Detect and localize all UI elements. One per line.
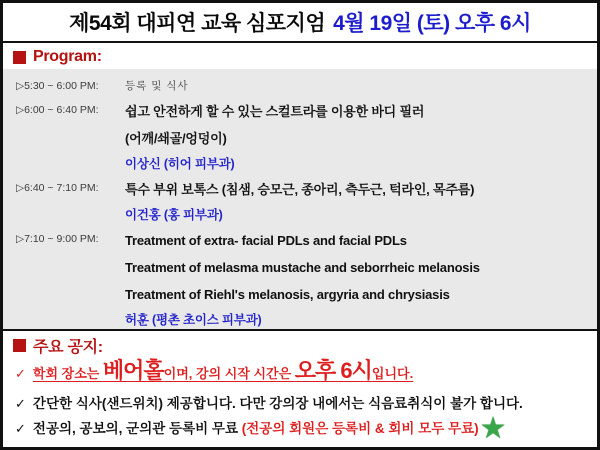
session-speaker: 허훈 (평촌 초이스 피부과) <box>125 313 262 327</box>
session-title-line: 쉽고 안전하게 할 수 있는 스컬트라를 이용한 바디 필러 <box>125 104 425 119</box>
session-time: ▷7:10 ~ 9:00 PM: <box>16 233 99 245</box>
notice-fee-black-seg: 전공의, 공보의, 군의관 등록비 무료 <box>32 421 242 436</box>
program-session-row <box>3 98 597 176</box>
checkmark-icon: ✓ <box>15 421 26 436</box>
session-title-line: Treatment of extra- facial PDLs and facial PDLs <box>125 233 407 248</box>
session-speaker: 이상신 (히어 피부과) <box>125 157 235 171</box>
notice-start-time: 오후 6시 <box>294 358 372 383</box>
notice-list <box>3 357 597 445</box>
program-section-header <box>3 43 597 69</box>
session-title-line: (어깨/쇄골/엉덩이) <box>125 131 227 146</box>
notice-meal-text: 간단한 식사(샌드위치) 제공합니다. 다만 강의장 내에서는 식음료취식이 불가 합니다. <box>32 396 523 411</box>
program-session-row <box>3 74 597 98</box>
notice-venue-name: 베어홀 <box>102 358 164 383</box>
program-session-row <box>3 227 597 332</box>
notice-fee-text <box>33 416 479 441</box>
checkmark-icon: ✓ <box>15 366 26 381</box>
notice-fee-red-seg: (전공의 회원은 등록비 & 회비 모두 무료) <box>241 421 479 436</box>
session-title-line: 등록 및 식사 <box>125 80 189 92</box>
notice-header-label: 주요 공지: <box>33 338 103 356</box>
session-title-line: Treatment of melasma mustache and seborrheic melanosis <box>125 260 480 275</box>
notice-section-header <box>3 331 597 357</box>
red-square-icon <box>13 339 26 352</box>
title-date-text: 4월 19일 (토) 오후 6시 <box>333 12 531 35</box>
session-time: ▷6:00 ~ 6:40 PM: <box>16 104 99 116</box>
session-content <box>125 227 597 332</box>
notice-item-fee: ✓ 전공의, 공보의, 군의관 등록비 무료 (전공의 회원은 등록비 & 회비 모두 무료) ★ <box>15 412 507 445</box>
page-title <box>3 3 597 43</box>
session-time: ▷5:30 ~ 6:00 PM: <box>16 80 99 92</box>
notice-venue-seg: 입니다. <box>371 366 414 381</box>
session-speaker: 이건홍 (홍 피부과) <box>125 208 223 222</box>
program-session-row <box>3 176 597 227</box>
session-content <box>125 98 597 176</box>
session-title-line: 특수 부위 보톡스 (침샘, 승모근, 종아리, 측두근, 턱라인, 목주름) <box>125 182 475 197</box>
notice-venue-seg: 이며, 강의 시작 시간은 <box>163 366 295 381</box>
title-main-text: 제54회 대피연 교육 심포지엄 <box>69 12 326 35</box>
notice-venue-seg: 학회 장소는 <box>32 366 103 381</box>
program-header-label: Program: <box>33 48 102 65</box>
checkmark-icon: ✓ <box>15 396 26 411</box>
notice-venue-text <box>33 359 413 389</box>
program-schedule-panel <box>3 69 597 331</box>
session-title-line: Treatment of Riehl's melanosis, argyria and chrysiasis <box>125 287 450 302</box>
notice-item-venue <box>15 359 585 391</box>
session-content <box>125 176 597 227</box>
session-content <box>125 74 597 98</box>
session-time: ▷6:40 ~ 7:10 PM: <box>16 182 99 194</box>
red-square-icon <box>13 51 26 64</box>
